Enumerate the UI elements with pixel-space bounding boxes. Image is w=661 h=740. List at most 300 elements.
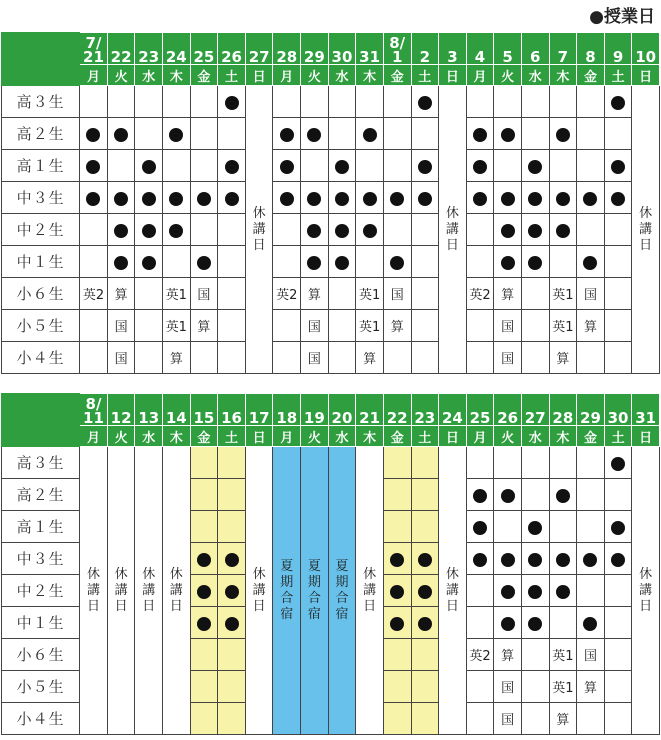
schedule-table-july xyxy=(1,32,660,374)
schedule-cell xyxy=(521,278,549,310)
schedule-cell xyxy=(190,246,218,278)
schedule-cell xyxy=(107,118,135,150)
class-day-dot xyxy=(142,192,156,206)
date-header xyxy=(301,33,329,65)
schedule-cell xyxy=(466,447,494,479)
date-label: 20 xyxy=(331,409,353,426)
weekday-label: 月 xyxy=(273,426,301,447)
weekday-label: 金 xyxy=(577,426,605,447)
schedule-cell xyxy=(356,310,384,342)
weekday-label: 木 xyxy=(163,65,191,86)
schedule-cell xyxy=(466,607,494,639)
schedule-cell xyxy=(604,86,632,118)
date-label: 29 xyxy=(580,409,601,426)
weekday-label: 金 xyxy=(190,426,218,447)
schedule-cell xyxy=(494,447,522,479)
schedule-cell xyxy=(107,310,135,342)
no-class-cell xyxy=(439,447,467,735)
class-day-dot xyxy=(114,192,128,206)
schedule-cell xyxy=(190,479,218,511)
schedule-cell xyxy=(218,86,246,118)
date-label: 9 xyxy=(612,48,624,65)
schedule-cell xyxy=(521,479,549,511)
closure-text: 休講日 xyxy=(445,566,459,614)
date-label: 18 xyxy=(276,409,298,426)
subject-label: 算 xyxy=(307,288,321,303)
grade-label: 高３生 xyxy=(2,86,80,118)
class-day-dot xyxy=(307,128,321,142)
schedule-cell xyxy=(80,150,108,182)
schedule-cell xyxy=(604,639,632,671)
date-label: 23 xyxy=(414,409,436,426)
schedule-cell xyxy=(328,310,356,342)
schedule-cell xyxy=(521,607,549,639)
subject-label: 英1 xyxy=(358,288,381,303)
schedule-cell xyxy=(577,118,605,150)
class-day-dot xyxy=(142,256,156,270)
schedule-cell xyxy=(218,511,246,543)
class-day-dot xyxy=(225,585,239,599)
date-header xyxy=(632,33,660,65)
class-day-dot xyxy=(197,617,211,631)
schedule-cell xyxy=(190,575,218,607)
date-header xyxy=(494,33,522,65)
schedule-cell xyxy=(604,150,632,182)
class-day-dot xyxy=(611,96,625,110)
class-day-dot xyxy=(556,224,570,238)
date-label: 24 xyxy=(441,409,463,426)
schedule-cell xyxy=(218,182,246,214)
schedule-cell xyxy=(356,214,384,246)
schedule-cell xyxy=(135,310,163,342)
schedule-cell xyxy=(383,342,411,374)
weekday-label: 火 xyxy=(301,65,329,86)
date-header xyxy=(190,33,218,65)
weekday-label: 土 xyxy=(604,426,632,447)
schedule-cell xyxy=(549,214,577,246)
schedule-cell xyxy=(301,182,329,214)
date-header xyxy=(494,394,522,426)
class-day-dot xyxy=(528,160,542,174)
schedule-cell xyxy=(577,150,605,182)
schedule-table-august xyxy=(1,393,660,735)
schedule-cell xyxy=(190,511,218,543)
schedule-cell xyxy=(80,278,108,310)
schedule-cell xyxy=(494,246,522,278)
grade-label: 小５生 xyxy=(2,310,80,342)
date-label: 4 xyxy=(474,48,486,65)
no-class-cell xyxy=(632,86,660,374)
closure-text: 休講日 xyxy=(639,205,653,253)
schedule-cell xyxy=(218,246,246,278)
closure-text: 休講日 xyxy=(142,566,156,614)
schedule-cell xyxy=(383,86,411,118)
weekday-header-row xyxy=(2,426,660,447)
subject-label: 算 xyxy=(169,352,183,367)
date-label: 2 xyxy=(419,48,431,65)
date-label: 28 xyxy=(552,409,574,426)
schedule-cell xyxy=(383,150,411,182)
schedule-cell xyxy=(549,246,577,278)
closure-text: 休講日 xyxy=(86,566,100,614)
schedule-cell xyxy=(466,214,494,246)
schedule-cell xyxy=(549,182,577,214)
date-label: 6 xyxy=(530,48,541,65)
grade-row xyxy=(2,246,660,278)
schedule-cell xyxy=(80,214,108,246)
schedule-cell xyxy=(604,447,632,479)
schedule-cell xyxy=(190,671,218,703)
schedule-cell xyxy=(521,342,549,374)
grade-row xyxy=(2,150,660,182)
grade-label: 小４生 xyxy=(2,342,80,374)
schedule-cell xyxy=(383,479,411,511)
schedule-cell xyxy=(494,607,522,639)
schedule-cell xyxy=(411,639,439,671)
header-corner xyxy=(2,394,80,447)
date-label: 21 xyxy=(359,409,381,426)
weekday-label: 水 xyxy=(521,65,549,86)
schedule-cell xyxy=(549,118,577,150)
schedule-cell xyxy=(383,703,411,735)
schedule-cell xyxy=(494,310,522,342)
subject-label: 英1 xyxy=(552,649,574,664)
class-day-dot xyxy=(418,96,432,110)
closure-text: 休講日 xyxy=(445,205,459,253)
schedule-cell xyxy=(273,214,301,246)
no-class-cell xyxy=(163,447,191,735)
class-day-dot xyxy=(390,585,404,599)
date-label: 25 xyxy=(193,48,215,65)
class-day-dot xyxy=(611,521,625,535)
weekday-label: 月 xyxy=(466,65,494,86)
weekday-label: 金 xyxy=(190,65,218,86)
class-day-dot xyxy=(225,192,239,206)
date-label: 12 xyxy=(110,409,132,426)
date-header xyxy=(632,394,660,426)
schedule-cell xyxy=(107,150,135,182)
class-day-dot xyxy=(225,553,239,567)
subject-label: 英1 xyxy=(552,320,574,335)
date-label: 22 xyxy=(386,409,408,426)
date-header xyxy=(273,394,301,426)
grade-row xyxy=(2,182,660,214)
weekday-label: 木 xyxy=(549,426,577,447)
weekday-label: 土 xyxy=(218,426,246,447)
date-label: 8 xyxy=(585,48,596,65)
schedule-cell xyxy=(521,310,549,342)
schedule-cell xyxy=(190,86,218,118)
date-label: 7/ 21 xyxy=(83,34,104,65)
schedule-cell xyxy=(163,118,191,150)
schedule-cell xyxy=(604,703,632,735)
class-day-dot xyxy=(280,160,294,174)
schedule-cell xyxy=(356,86,384,118)
date-header xyxy=(439,394,467,426)
subject-label: 算 xyxy=(556,713,570,728)
schedule-cell xyxy=(577,479,605,511)
date-header xyxy=(80,33,108,65)
schedule-cell xyxy=(466,118,494,150)
subject-label: 算 xyxy=(390,320,404,335)
schedule-cell xyxy=(411,246,439,278)
schedule-cell xyxy=(218,607,246,639)
date-header-row xyxy=(2,394,660,426)
class-day-dot xyxy=(335,160,349,174)
weekday-label: 火 xyxy=(107,65,135,86)
schedule-cell xyxy=(577,671,605,703)
subject-label: 英1 xyxy=(358,320,381,335)
class-day-dot xyxy=(418,553,432,567)
schedule-cell xyxy=(549,703,577,735)
date-header xyxy=(356,394,384,426)
class-day-dot xyxy=(86,192,100,206)
class-day-dot xyxy=(556,553,570,567)
schedule-cell xyxy=(549,671,577,703)
schedule-cell xyxy=(163,310,191,342)
class-day-dot xyxy=(418,617,432,631)
class-day-dot xyxy=(197,256,211,270)
grade-label: 高２生 xyxy=(2,479,80,511)
schedule-cell xyxy=(411,150,439,182)
schedule-cell xyxy=(549,543,577,575)
schedule-cell xyxy=(107,214,135,246)
weekday-label: 土 xyxy=(604,65,632,86)
class-day-dot xyxy=(501,128,515,142)
schedule-cell xyxy=(328,86,356,118)
schedule-cell xyxy=(190,543,218,575)
schedule-cell xyxy=(604,543,632,575)
schedule-cell xyxy=(135,214,163,246)
schedule-cell xyxy=(163,342,191,374)
schedule-cell xyxy=(273,278,301,310)
class-day-dot xyxy=(363,192,377,206)
schedule-cell xyxy=(521,246,549,278)
schedule-cell xyxy=(549,511,577,543)
schedule-cell xyxy=(549,575,577,607)
class-day-dot xyxy=(197,585,211,599)
class-day-dot xyxy=(528,256,542,270)
date-header xyxy=(521,33,549,65)
class-day-dot xyxy=(390,256,404,270)
no-class-cell xyxy=(245,447,273,735)
schedule-cell xyxy=(190,150,218,182)
weekday-label: 金 xyxy=(577,65,605,86)
no-class-cell xyxy=(245,86,273,374)
class-day-dot xyxy=(86,160,100,174)
weekday-label: 水 xyxy=(328,65,356,86)
grade-label: 中３生 xyxy=(2,543,80,575)
date-header xyxy=(466,33,494,65)
schedule-cell xyxy=(328,182,356,214)
schedule-cell xyxy=(80,342,108,374)
schedule-cell xyxy=(521,182,549,214)
schedule-cell xyxy=(328,278,356,310)
schedule-cell xyxy=(411,703,439,735)
schedule-cell xyxy=(466,342,494,374)
class-day-dot xyxy=(307,256,321,270)
grade-row xyxy=(2,278,660,310)
schedule-cell xyxy=(494,703,522,735)
class-day-dot xyxy=(363,224,377,238)
schedule-cell xyxy=(411,543,439,575)
schedule-cell xyxy=(218,342,246,374)
subject-label: 国 xyxy=(501,713,515,728)
schedule-cell xyxy=(273,310,301,342)
class-day-dot xyxy=(473,160,487,174)
schedule-cell xyxy=(577,342,605,374)
schedule-cell xyxy=(604,671,632,703)
class-day-dot xyxy=(473,128,487,142)
class-day-dot xyxy=(142,224,156,238)
date-header xyxy=(107,394,135,426)
schedule-cell xyxy=(604,118,632,150)
schedule-cell xyxy=(383,214,411,246)
summer-camp-cell xyxy=(273,447,301,735)
schedule-cell xyxy=(604,607,632,639)
grade-row xyxy=(2,447,660,479)
schedule-cell xyxy=(466,182,494,214)
schedule-cell xyxy=(549,607,577,639)
schedule-cell xyxy=(494,511,522,543)
class-day-dot xyxy=(501,553,515,567)
schedule-cell xyxy=(218,278,246,310)
legend-class-day: ●授業日 xyxy=(589,7,655,27)
weekday-label: 火 xyxy=(107,426,135,447)
schedule-cell xyxy=(577,575,605,607)
class-day-dot xyxy=(114,128,128,142)
closure-text: 休講日 xyxy=(363,566,377,614)
schedule-cell xyxy=(218,479,246,511)
schedule-cell xyxy=(218,703,246,735)
class-day-dot xyxy=(225,96,239,110)
schedule-cell xyxy=(383,278,411,310)
schedule-cell xyxy=(466,639,494,671)
schedule-cell xyxy=(383,310,411,342)
schedule-cell xyxy=(356,182,384,214)
subject-label: 国 xyxy=(114,352,128,367)
schedule-cell xyxy=(521,447,549,479)
schedule-cell xyxy=(411,607,439,639)
grade-label: 中２生 xyxy=(2,575,80,607)
subject-label: 国 xyxy=(307,320,321,335)
date-header xyxy=(439,33,467,65)
schedule-cell xyxy=(301,278,329,310)
class-day-dot xyxy=(335,256,349,270)
schedule-cell xyxy=(411,86,439,118)
subject-label: 英1 xyxy=(552,681,574,696)
date-header xyxy=(356,33,384,65)
schedule-cell xyxy=(135,118,163,150)
class-day-dot xyxy=(611,192,625,206)
schedule-cell xyxy=(577,511,605,543)
date-label: 27 xyxy=(524,409,546,426)
subject-label: 算 xyxy=(556,352,570,367)
schedule-cell xyxy=(521,703,549,735)
schedule-cell xyxy=(163,86,191,118)
schedule-cell xyxy=(356,118,384,150)
schedule-cell xyxy=(190,607,218,639)
subject-label: 国 xyxy=(501,320,515,335)
schedule-cell xyxy=(328,118,356,150)
date-label: 29 xyxy=(303,48,325,65)
grade-label: 小５生 xyxy=(2,671,80,703)
date-label: 25 xyxy=(469,409,491,426)
summer-camp-cell xyxy=(301,447,329,735)
subject-label: 国 xyxy=(583,288,597,303)
grade-label: 小６生 xyxy=(2,639,80,671)
date-label: 27 xyxy=(248,48,270,65)
no-class-cell xyxy=(107,447,135,735)
date-header xyxy=(107,33,135,65)
class-day-dot xyxy=(473,553,487,567)
weekday-header-row xyxy=(2,65,660,86)
weekday-label: 水 xyxy=(135,426,163,447)
schedule-cell xyxy=(163,182,191,214)
date-header xyxy=(135,394,163,426)
schedule-cell xyxy=(411,214,439,246)
schedule-cell xyxy=(577,214,605,246)
schedule-cell xyxy=(218,118,246,150)
schedule-cell xyxy=(466,479,494,511)
schedule-cell xyxy=(494,342,522,374)
schedule-cell xyxy=(356,246,384,278)
schedule-cell xyxy=(383,575,411,607)
date-label: 15 xyxy=(193,409,215,426)
schedule-cell xyxy=(383,182,411,214)
weekday-label: 金 xyxy=(383,65,411,86)
grade-row xyxy=(2,86,660,118)
schedule-cell xyxy=(577,278,605,310)
schedule-cell xyxy=(383,671,411,703)
schedule-cell xyxy=(135,342,163,374)
schedule-cell xyxy=(163,278,191,310)
date-label: 14 xyxy=(165,409,187,426)
subject-label: 国 xyxy=(114,320,128,335)
weekday-label: 土 xyxy=(411,65,439,86)
weekday-label: 火 xyxy=(494,426,522,447)
schedule-cell xyxy=(604,511,632,543)
class-day-dot xyxy=(556,585,570,599)
weekday-label: 土 xyxy=(218,65,246,86)
class-day-dot xyxy=(528,553,542,567)
schedule-cell xyxy=(301,118,329,150)
date-header xyxy=(135,33,163,65)
date-header xyxy=(80,394,108,426)
class-day-dot xyxy=(611,160,625,174)
date-header xyxy=(411,33,439,65)
weekday-label: 日 xyxy=(245,65,273,86)
grade-row xyxy=(2,214,660,246)
date-label: 10 xyxy=(635,48,657,65)
weekday-label: 火 xyxy=(494,65,522,86)
no-class-cell xyxy=(439,86,467,374)
no-class-cell xyxy=(356,447,384,735)
schedule-cell xyxy=(356,342,384,374)
weekday-label: 木 xyxy=(356,426,384,447)
date-header xyxy=(521,394,549,426)
schedule-cell xyxy=(494,575,522,607)
schedule-cell xyxy=(466,671,494,703)
date-header xyxy=(190,394,218,426)
schedule-cell xyxy=(383,639,411,671)
class-day-dot xyxy=(307,192,321,206)
schedule-cell xyxy=(356,150,384,182)
grade-label: 小４生 xyxy=(2,703,80,735)
schedule-cell xyxy=(190,703,218,735)
class-day-dot xyxy=(528,192,542,206)
subject-label: 算 xyxy=(501,649,515,664)
